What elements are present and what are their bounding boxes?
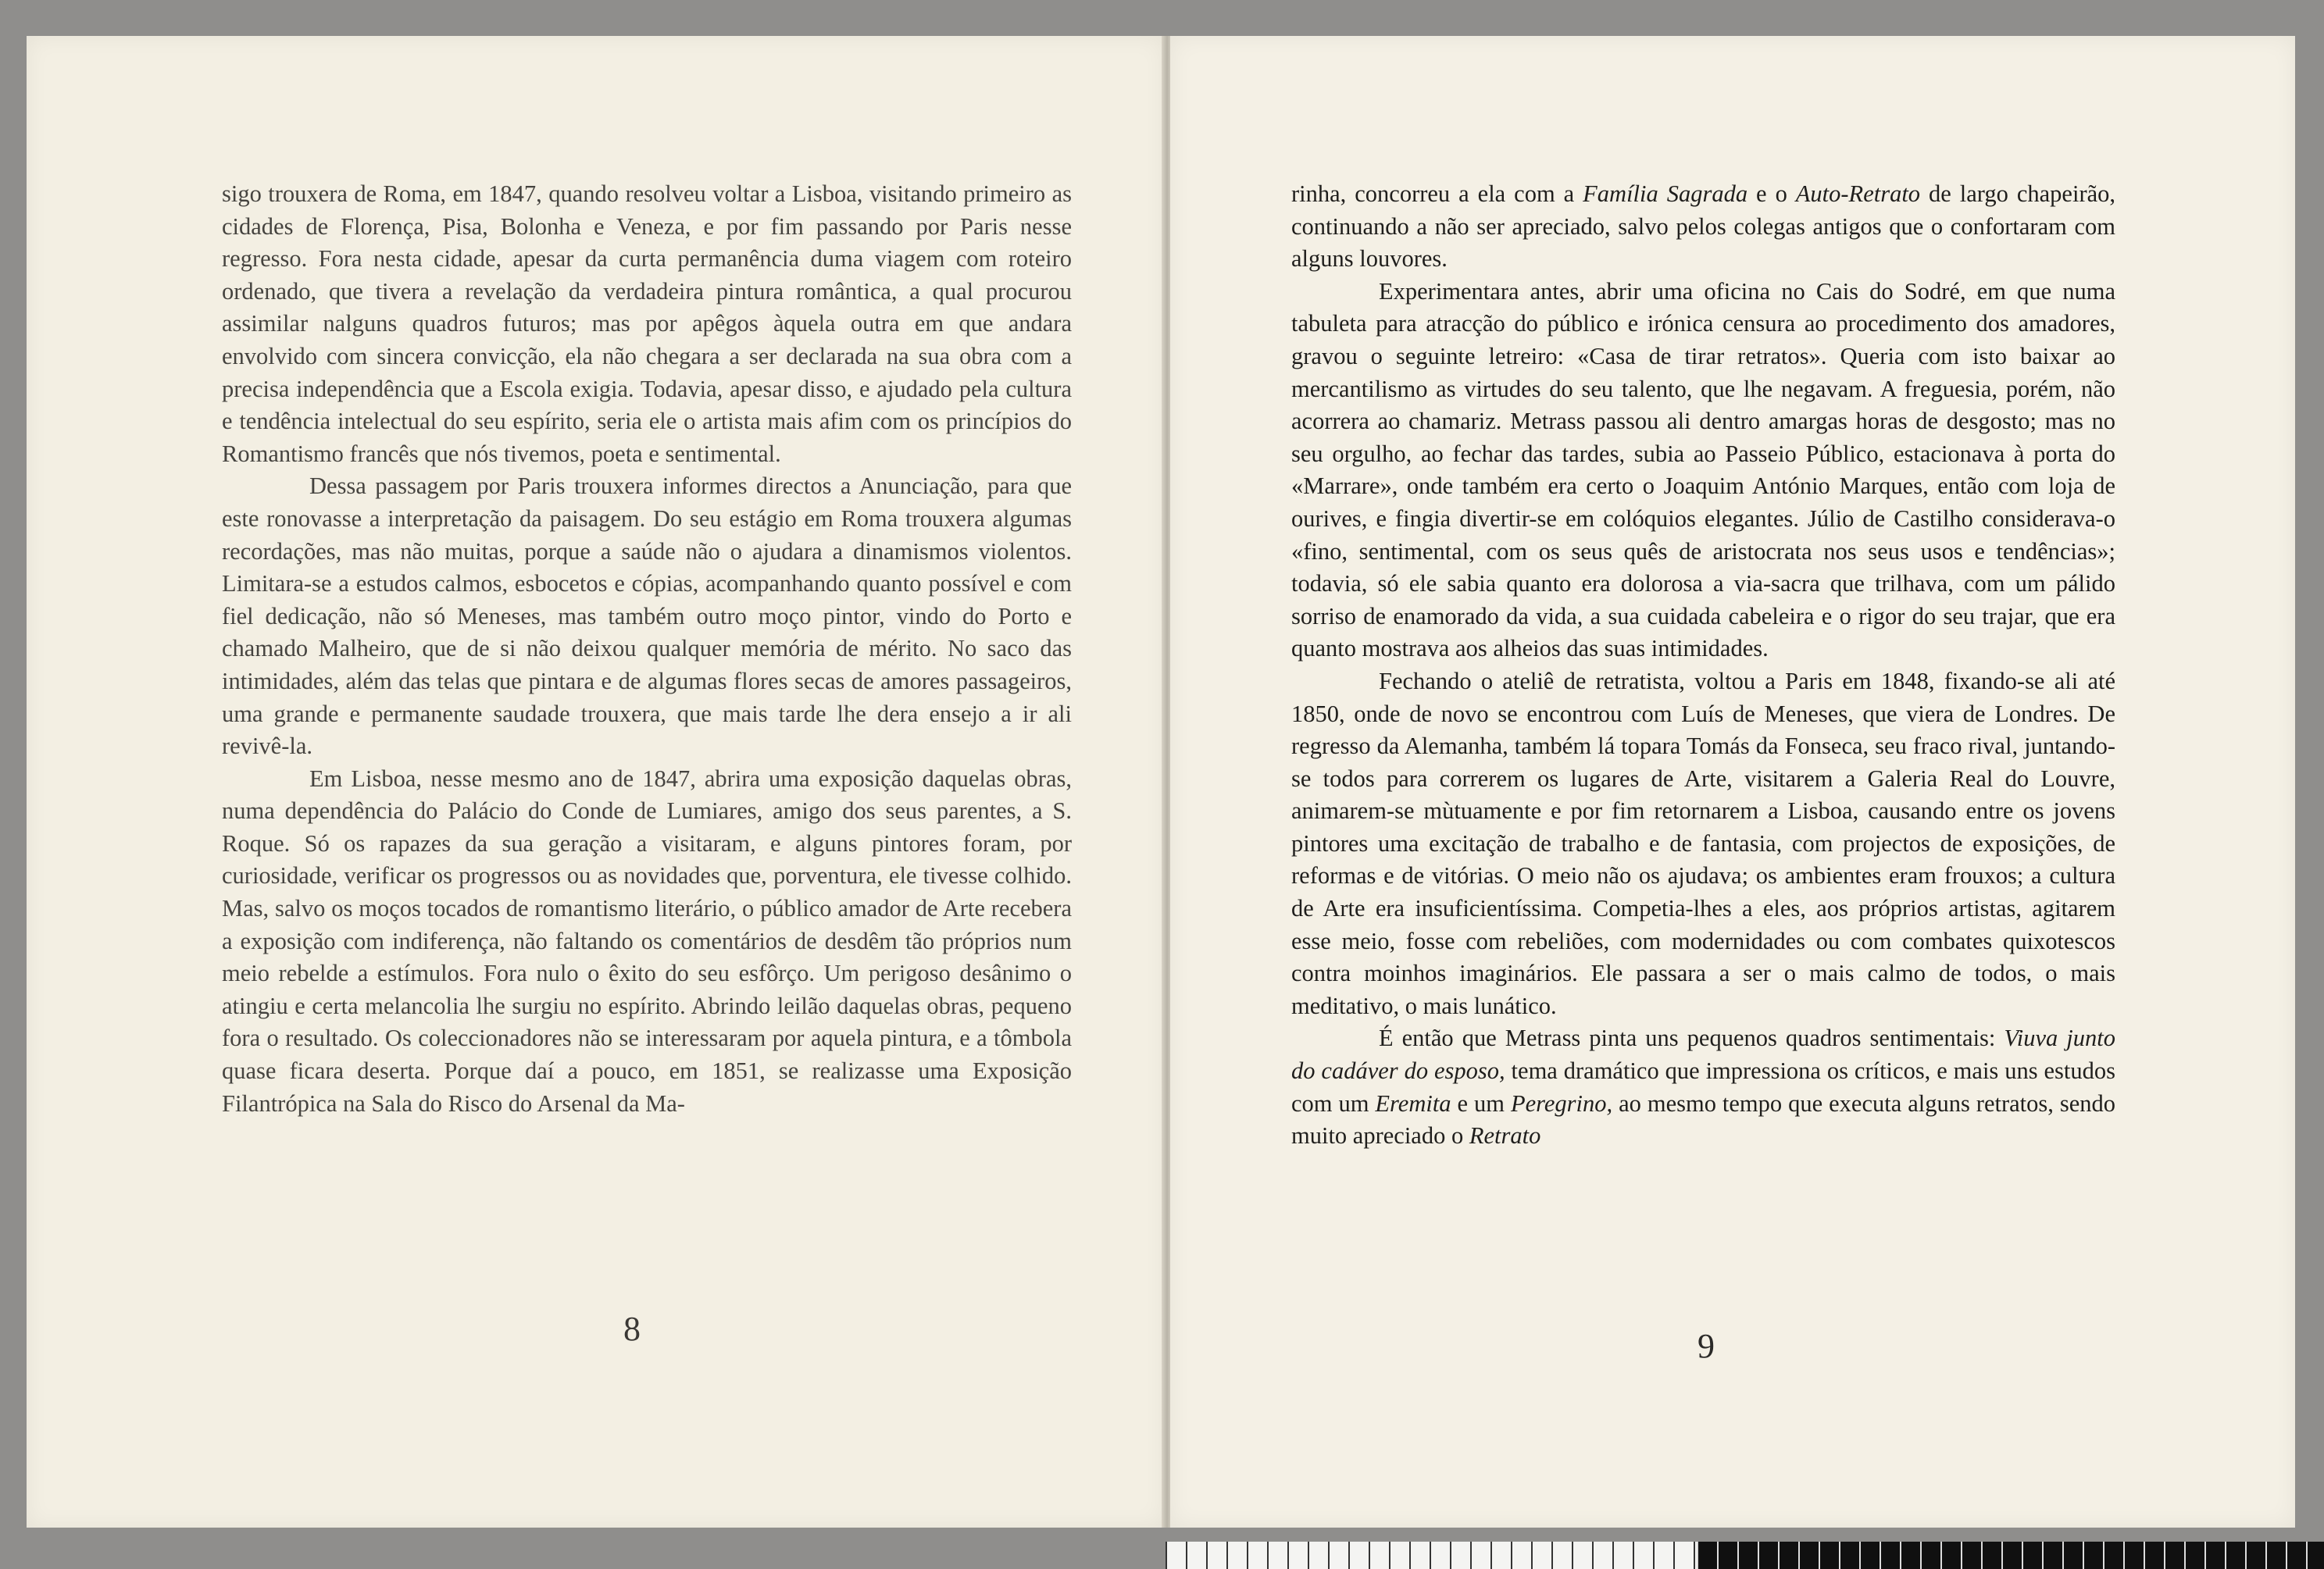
text-span: e o	[1747, 180, 1796, 207]
text-span: e um	[1451, 1089, 1511, 1117]
right-page-body	[1291, 178, 2115, 1153]
paragraph: Experimentara antes, abrir uma oficina no Cais do Sodré, em que numa tabuleta para atracção do público e irónica censura ao procedimento dos amadores, gravou o seguinte letreiro: «Casa de tirar retratos». Queria com isto baixar ao mercantilismo as virtudes do seu talento, que lhe negavam. A freguesia, porém, não acorrera ao chamariz. Metrass passou ali dentro amargas horas de desgosto; mas no seu orgulho, ao fechar das tardes, subia ao Passeio Público, estacionava à porta do «Marrare», onde também era certo o Joaquim António Marques, então com loja de ourives, e fingia divertir-se em colóquios elegantes. Júlio de Castilho considerava-o «fino, sentimental, com os seus quês de aristocrata nos seus usos e tendências»; todavia, só ele sabia quanto era dolorosa a via-sacra que trilhava, com um pálido sorriso de enamorado da vida, a sua cuidada cabeleira e o rigor do seu trajar, que era quanto mostrava aos alheios das suas intimidades.	[1291, 277, 2115, 662]
text-span: de largo chapeirão, continuando a não ser apreciado, salvo pelos colegas antigos que o confortaram com alguns louvores.	[1291, 180, 2116, 273]
left-page	[27, 36, 1165, 1528]
paragraph	[1291, 1022, 2115, 1152]
page-number: 8	[623, 1310, 641, 1348]
text-span: rinha, concorreu a ela com a	[1291, 180, 1583, 207]
right-page	[1170, 36, 2295, 1528]
paragraph: sigo trouxera de Roma, em 1847, quando resolveu voltar a Lisboa, visitando primeiro as cidades de Florença, Pisa, Bolonha e Veneza, e por fim passando por Paris nesse regresso. Fora nesta cidade, apesar da curta permanência duma viagem com roteiro ordenado, que tivera a revelação da verdadeira pintura romântica, a qual procurou assimilar nalguns quadros futuros; mas por apêgos àquela outra em que andara envolvido com sincera convicção, ela não chegara a ser declarada na sua obra com a precisa independência que a Escola exigia. Todavia, apesar disso, e ajudado pela cultura e tendência intelectual do seu espírito, seria ele o artista mais afim com os princípios do Romantismo francês que nós tivemos, poeta e sentimental.	[222, 180, 1072, 467]
italic-title: Peregrino,	[1510, 1089, 1613, 1117]
paragraph: Dessa passagem por Paris trouxera informes directos a Anunciação, para que este ronovasse a interpretação da paisagem. Do seu estágio em Roma trouxera algumas recordações, mas não muitas, porque a saúde não o ajudara a dinamismos violentos. Limitara-se a estudos calmos, esbocetos e cópias, acompanhando quanto possível e com fiel dedicação, não só Meneses, mas também outro moço pintor, vindo do Porto e chamado Malheiro, que de si não deixou qualquer memória de mérito. No saco das intimidades, além das telas que pintara e de algumas flores secas de amores passageiros, uma grande e permanente saudade trouxera, que mais tarde lhe dera ensejo a ir ali revivê-la.	[222, 472, 1072, 760]
text-span: É então que Metrass pinta uns pequenos quadros sentimentais:	[1379, 1025, 2004, 1052]
left-page-body	[222, 178, 1072, 1120]
paragraph: Em Lisboa, nesse mesmo ano de 1847, abrira uma exposição daquelas obras, numa dependência do Palácio do Conde de Lumiares, amigo dos seus parentes, a S. Roque. Só os rapazes da sua geração a visitaram, e alguns pintores foram, por curiosidade, verificar os progressos ou as novidades que, porventura, ele tivesse colhido. Mas, salvo os moços tocados de romantismo literário, o público amador de Arte recebera a exposição com indiferença, não faltando os comentários de desdêm tão próprios num meio rebelde a estímulos. Fora nulo o êxito do seu esfôrço. Um perigoso desânimo o atingiu e certa melancolia lhe surgiu no espírito. Abrindo leilão daquelas obras, pequeno fora o resultado. Os coleccionadores não se interessaram por aquela pintura, e a tômbola quase ficara deserta. Porque daí a pouco, em 1851, se realizasse uma Exposição Filantrópica na Sala do Risco do Arsenal da Ma-	[222, 765, 1072, 1117]
page-number: 9	[1697, 1327, 1715, 1365]
scale-white-segment	[1166, 1542, 1697, 1569]
italic-title: Eremita	[1375, 1089, 1451, 1117]
italic-title: Retrato	[1469, 1122, 1541, 1150]
paragraph: Fechando o ateliê de retratista, voltou a Paris em 1848, fixando-se ali até 1850, onde de novo se encontrou com Luís de Meneses, que viera de Londres. De regresso da Alemanha, também lá topara Tomás da Fonseca, seu fraco rival, juntando-se todos para correrem os lugares de Arte, visitarem a Galeria Real do Louvre, animarem-se mùtuamente e por fim retornarem a Lisboa, causando entre os jovens pintores uma excitação de trabalho e de fantasia, com projectos de exposições, de reformas e de vitórias. O meio não os ajudava; os ambientes eram frouxos; a cultura de Arte era insuficientíssima. Competia-lhes a eles, aos próprios artistas, agitarem esse meio, fosse com rebeliões, com modernidades ou com combates quixotescos contra moinhos imaginários. Ele passara a ser o mais calmo de todos, o mais meditativo, o mais lunático.	[1291, 667, 2115, 1019]
text-span: tema dramático que impressiona os críticos, e mais uns estudos com um	[1291, 1057, 2115, 1117]
italic-title: Auto-Retrato	[1795, 180, 1921, 207]
italic-title: Família Sagrada	[1583, 180, 1748, 207]
italic-title: Viuva junto do cadáver do esposo,	[1291, 1025, 2116, 1085]
measurement-scale	[1166, 1542, 2324, 1569]
paragraph	[1291, 178, 2115, 276]
scale-black-segment	[1697, 1542, 2324, 1569]
text-span: ao mesmo tempo que executa alguns retratos, sendo muito apreciado o	[1291, 1089, 2115, 1150]
